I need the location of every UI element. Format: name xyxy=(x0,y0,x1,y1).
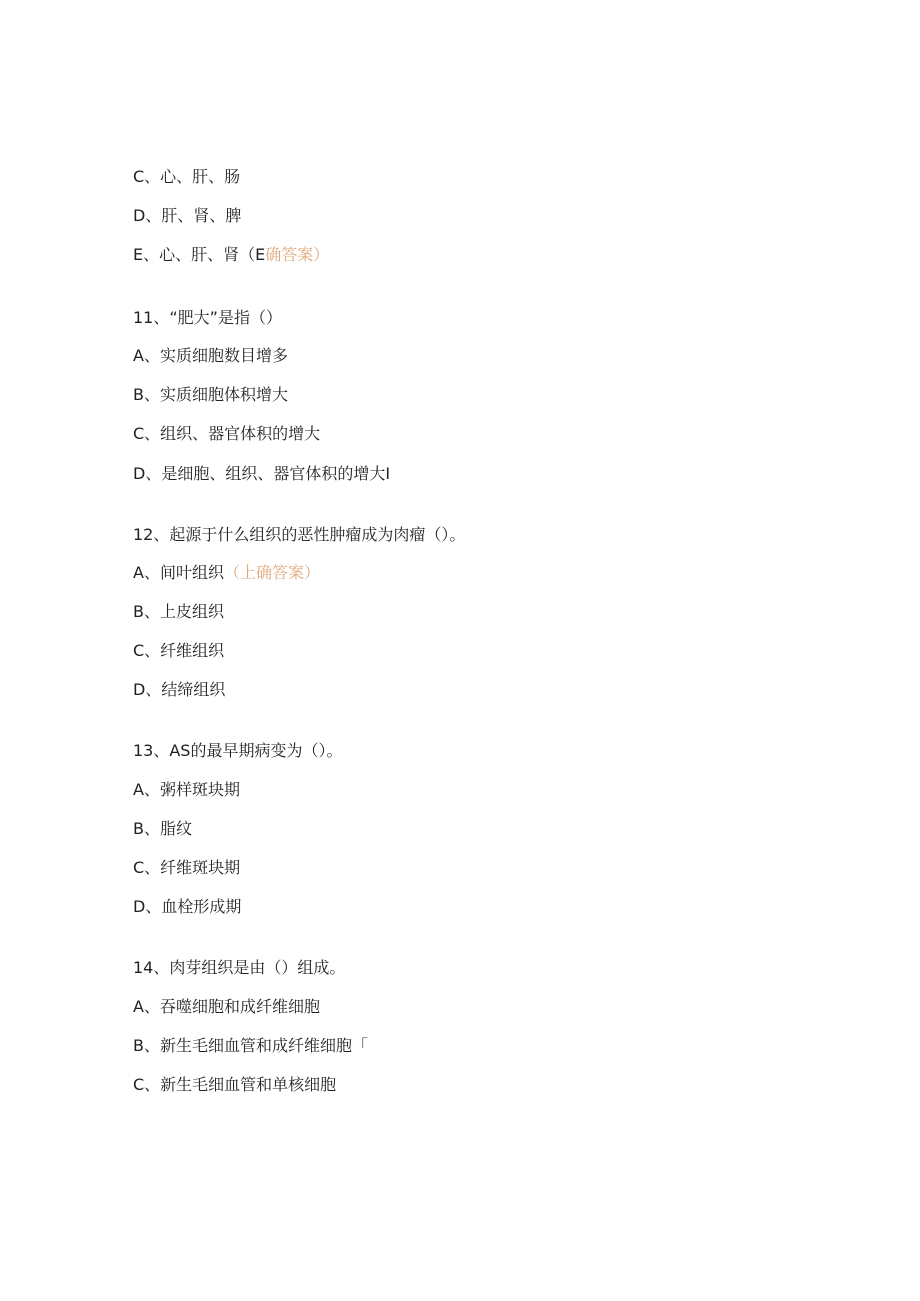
q14-option-a: A、吞噬细胞和成纤维细胞 xyxy=(133,997,320,1016)
q10-option-e-text: E、心、肝、肾（E xyxy=(133,245,266,264)
q11-option-a: A、实质细胞数目增多 xyxy=(133,346,288,365)
q11-option-c: C、组织、器官体积的增大 xyxy=(133,424,321,443)
q13-option-b: B、脂纹 xyxy=(133,819,192,838)
q12-option-d: D、结缔组织 xyxy=(133,680,226,699)
q12-option-a-text: A、间叶组织 xyxy=(133,563,224,582)
q13-option-c: C、纤维斑块期 xyxy=(133,858,241,877)
q10-option-c: C、心、肝、肠 xyxy=(133,167,241,186)
q14-stem: 14、肉芽组织是由（）组成。 xyxy=(133,958,346,977)
q13-option-a: A、粥样斑块期 xyxy=(133,780,240,799)
q10-option-e xyxy=(133,244,329,266)
q10-option-d: D、肝、肾、脾 xyxy=(133,206,242,225)
q12-stem: 12、起源于什么组织的恶性肿瘤成为肉瘤（）。 xyxy=(133,525,466,544)
q14-option-c: C、新生毛细血管和单核细胞 xyxy=(133,1075,337,1094)
q12-option-a xyxy=(133,562,320,584)
q12-answer-note: （上确答案） xyxy=(223,563,320,582)
q11-option-d: D、是细胞、组织、器官体积的增大I xyxy=(133,464,391,483)
q13-stem: 13、AS的最早期病变为（）。 xyxy=(133,741,343,760)
q12-option-c: C、纤维组织 xyxy=(133,641,225,660)
q10-answer-note: 确答案） xyxy=(265,245,330,264)
q14-option-b: B、新生毛细血管和成纤维细胞「 xyxy=(133,1036,368,1055)
q12-option-b: B、上皮组织 xyxy=(133,602,224,621)
q11-stem: 11、“肥大”是指（） xyxy=(133,308,282,327)
q11-option-b: B、实质细胞体积增大 xyxy=(133,385,288,404)
q13-option-d: D、血栓形成期 xyxy=(133,897,242,916)
